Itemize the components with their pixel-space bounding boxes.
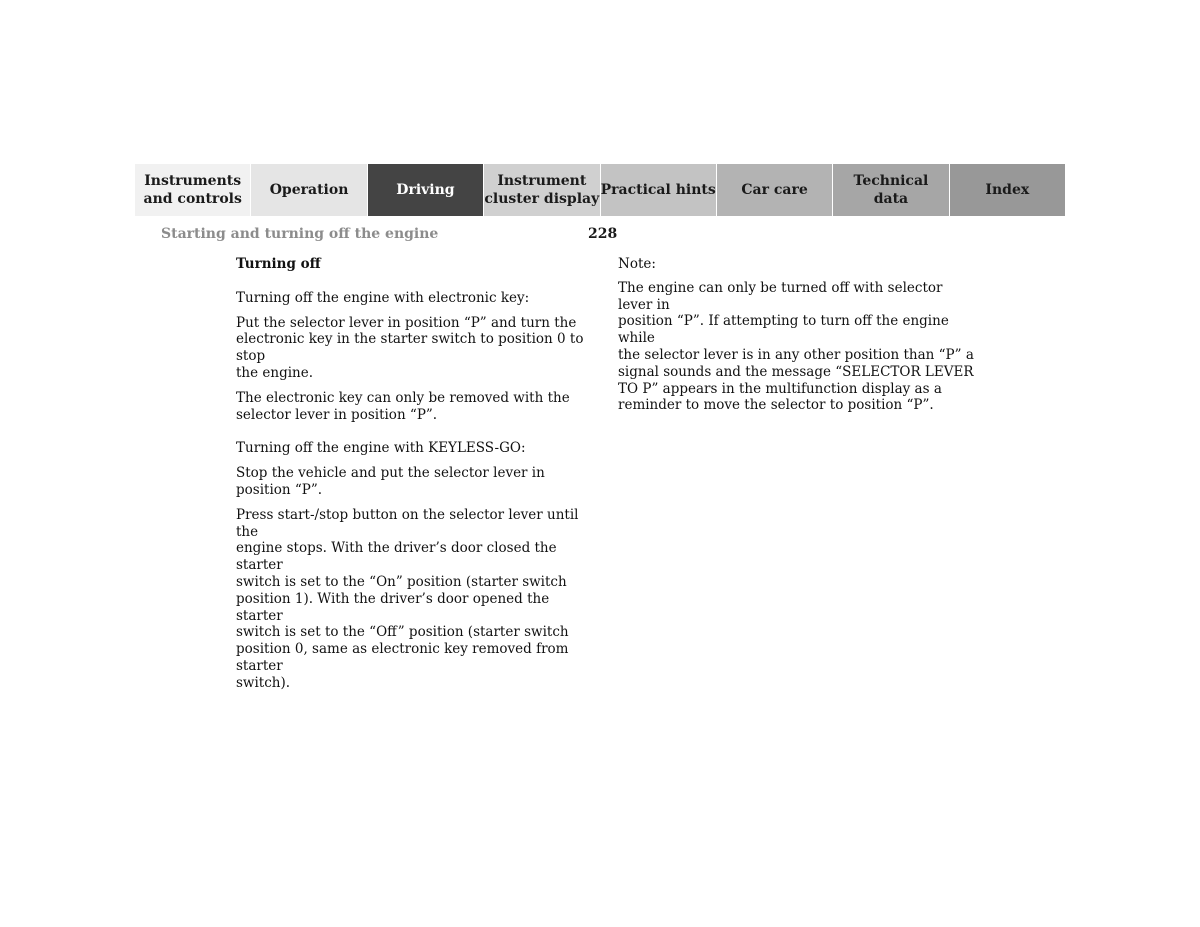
note-label: Note:	[618, 256, 656, 272]
tab-instruments-and-controls[interactable]: Instruments and controls	[135, 164, 251, 216]
tab-driving[interactable]: Driving	[368, 164, 484, 216]
tab-practical-hints[interactable]: Practical hints	[601, 164, 717, 216]
paragraph-intro-electronic-key: Turning off the engine with electronic key:	[236, 289, 530, 306]
tab-index[interactable]: Index	[950, 164, 1065, 216]
tab-car-care[interactable]: Car care	[717, 164, 833, 216]
page-number: 228	[588, 226, 618, 242]
right-column	[618, 256, 978, 414]
left-column	[236, 256, 596, 692]
paragraph-electronic-key-step: Put the selector lever in position “P” and turn the electronic key in the starter switch to position 0 to stop the engine.	[236, 314, 584, 381]
tab-instrument-cluster-display[interactable]: Instrument cluster display	[484, 164, 600, 216]
section-title: Starting and turning off the engine	[161, 226, 439, 242]
section-tab-bar	[135, 164, 1065, 216]
heading-turning-off: Turning off	[236, 256, 321, 272]
tab-operation[interactable]: Operation	[251, 164, 367, 216]
note-text: The engine can only be turned off with selector lever in position “P”. If attempting to turn off the engine while the selector lever is in any other position than “P” a signal sounds and the message “SELECTOR LEVER TO P” appears in the multifunction display as a reminder to move the selector to position “P”.	[618, 279, 974, 414]
tab-technical-data[interactable]: Technical data	[833, 164, 949, 216]
paragraph-keyless-step-2: Press start-/stop button on the selector lever until the engine stops. With the driver’s door closed the starter switch is set to the “On” position (starter switch position 1). With the driver’s door opened the starter switch is set to the “Off” position (starter switch position 0, same as electronic key removed from starter switch).	[236, 506, 579, 691]
paragraph-keyless-step-1: Stop the vehicle and put the selector lever in position “P”.	[236, 465, 545, 498]
paragraph-intro-keyless-go: Turning off the engine with KEYLESS-GO:	[236, 440, 526, 457]
paragraph-electronic-key-note: The electronic key can only be removed with the selector lever in position “P”.	[236, 389, 570, 423]
